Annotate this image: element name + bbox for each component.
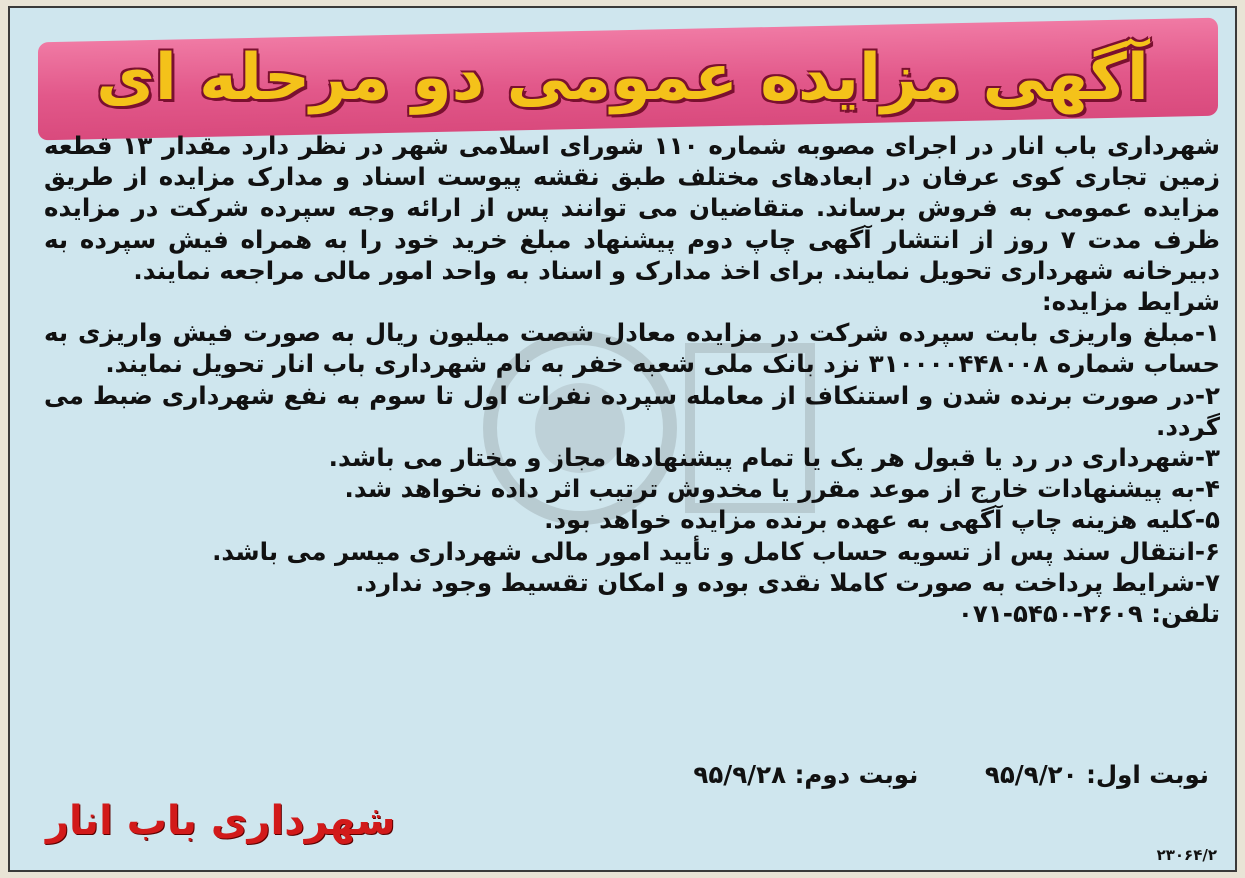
conditions-heading: شرایط مزایده: [1041, 287, 1220, 317]
condition-item: ۳-شهرداری در رد یا قبول هر یک یا تمام پیشنهادها مجاز و مختار می باشد. [328, 443, 1220, 473]
intro-paragraph: شهرداری باب انار در اجرای مصوبه شماره ۱۱۰ شورای اسلامی شهر در نظر دارد مقدار ۱۳ قطعه زمین تجاری کوی عرفان در ابعادهای مختلف طبق نقشه پیوست اسناد و مدارک مزایده از طریق مزایده عمومی به فروش برساند. متقاضیان می توانند پس از ارائه وجه سپرده شرکت در مزایده ظرف مدت ۷ روز از انتشار آگهی چاپ دوم پیشنهاد مبلغ خرید خود را به همراه فیش سپرده به دبیرخانه شهرداری تحویل نمایند. برای اخذ مدارک و اسناد به واحد امور مالی مراجعه نمایند. [44, 131, 1221, 285]
condition-item: ۵-کلیه هزینه چاپ آگهی به عهده برنده مزایده خواهد بود. [544, 505, 1220, 535]
condition-item: ۲-در صورت برنده شدن و استنکاف از معامله سپرده نفرات اول تا سوم به نفع شهرداری ضبط می گردد. [44, 380, 1220, 441]
condition-item: ۴-به پیشنهادات خارج از موعد مقرر یا مخدوش ترتیب اثر داده نخواهد شد. [344, 474, 1220, 504]
condition-item: ۱-مبلغ واریزی بابت سپرده شرکت در مزایده معادل شصت میلیون ریال به صورت فیش واریزی به حساب شماره ۳۱۰۰۰۰۴۴۸۰۰۸ نزد بانک ملی شعبه خفر به نام شهرداری باب انار تحویل نمایند. [44, 318, 1220, 379]
page-title: آگهی مزایده عمومی دو مرحله ای [96, 41, 1149, 115]
first-publication-date: نوبت اول: ۹۵/۹/۲۰ [984, 760, 1209, 789]
condition-item: ۶-انتقال سند پس از تسویه حساب کامل و تأیید امور مالی شهرداری میسر می باشد. [212, 536, 1220, 566]
condition-item: ۷-شرایط پرداخت به صورت کاملا نقدی بوده و امکان تقسیط وجود ندارد. [355, 567, 1220, 597]
contact-phone: تلفن: ۲۶۰۹-۵۴۵۰-۰۷۱ [957, 599, 1220, 629]
announcement-body [44, 130, 1220, 629]
advertisement-page [8, 6, 1237, 872]
municipality-signature: شهرداری باب انار [46, 798, 396, 844]
second-publication-date: نوبت دوم: ۹۵/۹/۲۸ [693, 760, 919, 789]
publication-dates [635, 760, 1209, 789]
reference-code: ۲۳۰۶۴/۲ [1156, 846, 1217, 864]
